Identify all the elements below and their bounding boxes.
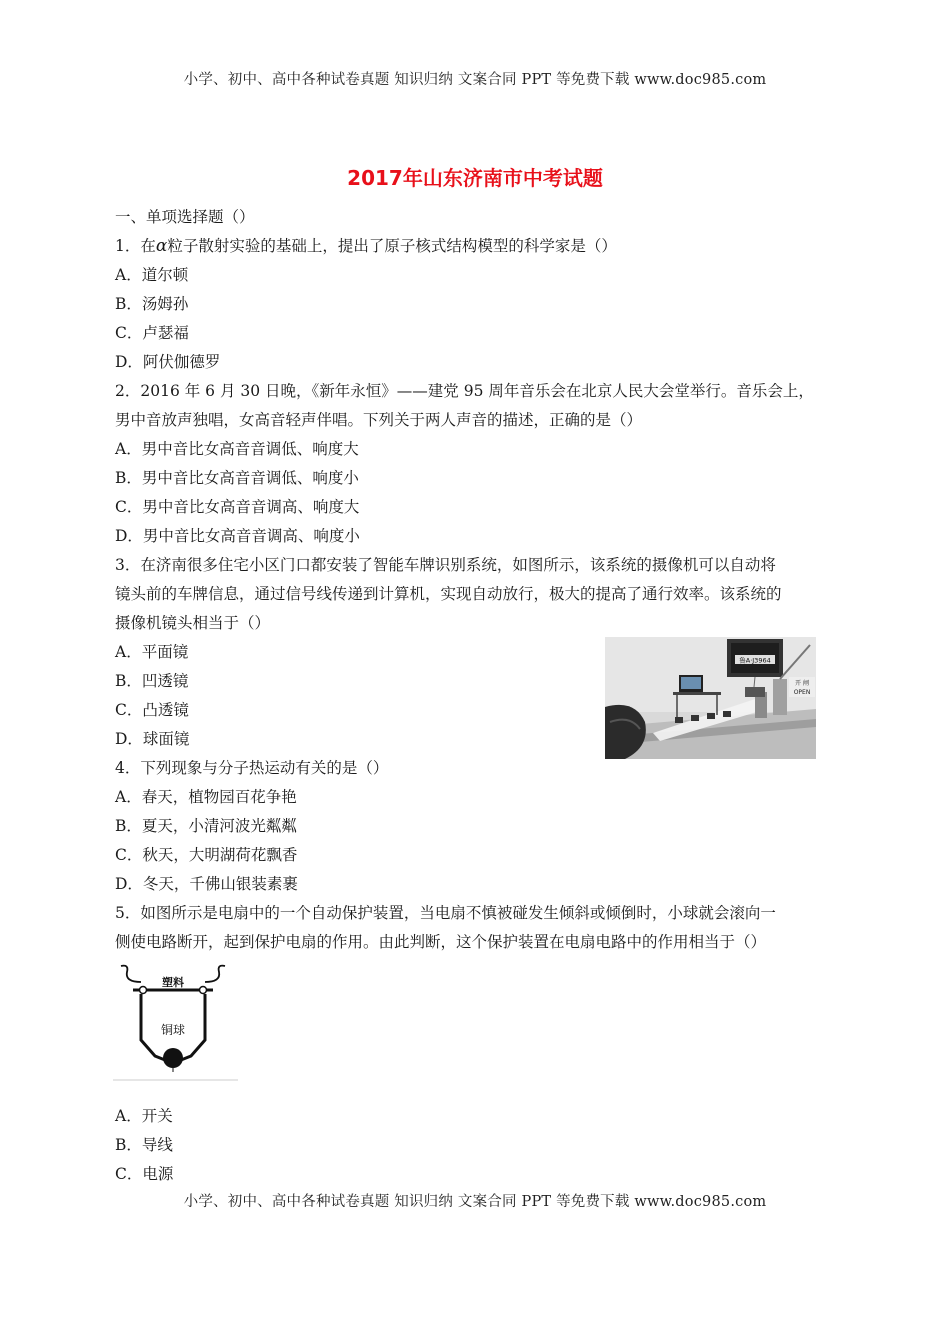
q4-option-a: A．春天，植物园百花争艳 [115, 788, 297, 806]
q3-stem-line-2: 镜头前的车牌信息，通过信号线传递到计算机，实现自动放行，极大的提高了通行效率。该系统的 [115, 585, 782, 603]
q4-option-b: B．夏天，小清河波光粼粼 [115, 817, 297, 835]
license-plate-recognition-figure [605, 637, 816, 759]
question-1-stem [115, 232, 845, 261]
q5-option-b: B．导线 [115, 1136, 173, 1154]
q5-option-c: C．电源 [115, 1165, 174, 1183]
q1-rest: 粒子散射实验的基础上，提出了原子核式结构模型的科学家是（） [167, 237, 617, 255]
section-heading: 一、单项选择题（） [115, 208, 255, 226]
q4-option-d: D．冬天，千佛山银装素裹 [115, 875, 298, 893]
q3-option-a: A．平面镜 [115, 643, 189, 661]
q3-stem-line-3: 摄像机镜头相当于（） [115, 614, 271, 632]
q1-option-b: B．汤姆孙 [115, 295, 189, 313]
q3-stem-line-1: 3．在济南很多住宅小区门口都安装了智能车牌识别系统，如图所示，该系统的摄像机可以自动将 [115, 556, 776, 574]
gate-sign-cn: 开 闸 [795, 680, 809, 687]
page-header: 小学、初中、高中各种试卷真题 知识归纳 文案合同 PPT 等免费下载 www.doc985.com [183, 72, 767, 88]
q5-stem-line-2: 侧使电路断开，起到保护电扇的作用。由此判断，这个保护装置在电扇电路中的作用相当于（） [115, 933, 767, 951]
q1-option-c: C．卢瑟福 [115, 324, 189, 342]
q2-option-b: B．男中音比女高音音调低、响度小 [115, 469, 359, 487]
q3-option-d: D．球面镜 [115, 730, 190, 748]
copper-ball-label: 铜球 [160, 1023, 186, 1037]
q1-option-a: A．道尔顿 [115, 266, 189, 284]
gate-sign-en: OPEN [793, 689, 811, 696]
q4-stem: 4．下列现象与分子热运动有关的是（） [115, 759, 389, 777]
q2-stem-line-2: 男中音放声独唱，女高音轻声伴唱。下列关于两人声音的描述，正确的是（） [115, 411, 643, 429]
plastic-label: 塑料 [162, 976, 184, 989]
q2-option-a: A．男中音比女高音音调低、响度大 [115, 440, 359, 458]
q4-option-c: C．秋天，大明湖荷花飘香 [115, 846, 298, 864]
q1-prefix: 1．在 [115, 237, 156, 255]
q3-option-b: B．凹透镜 [115, 672, 189, 690]
q2-option-d: D．男中音比女高音音调高、响度小 [115, 527, 360, 545]
q5-stem-line-1: 5．如图所示是电扇中的一个自动保护装置，当电扇不慎被碰发生倾斜或倾倒时，小球就会滚向一 [115, 904, 776, 922]
plate-text: 鲁A·J3964 [739, 656, 771, 665]
page-title: 2017年山东济南市中考试题 [347, 166, 603, 190]
page-footer: 小学、初中、高中各种试卷真题 知识归纳 文案合同 PPT 等免费下载 www.doc985.com [183, 1194, 767, 1210]
q5-option-a: A．开关 [115, 1107, 173, 1125]
copper-ball [163, 1048, 183, 1068]
tilt-switch-figure [113, 960, 238, 1082]
q3-option-c: C．凸透镜 [115, 701, 189, 719]
q2-stem-line-1: 2．2016 年 6 月 30 日晚，《新年永恒》——建党 95 周年音乐会在北京人民大会堂举行。音乐会上， [115, 382, 814, 400]
alpha-symbol: α [155, 236, 168, 256]
q1-option-d: D．阿伏伽德罗 [115, 353, 221, 371]
q2-option-c: C．男中音比女高音音调高、响度大 [115, 498, 360, 516]
